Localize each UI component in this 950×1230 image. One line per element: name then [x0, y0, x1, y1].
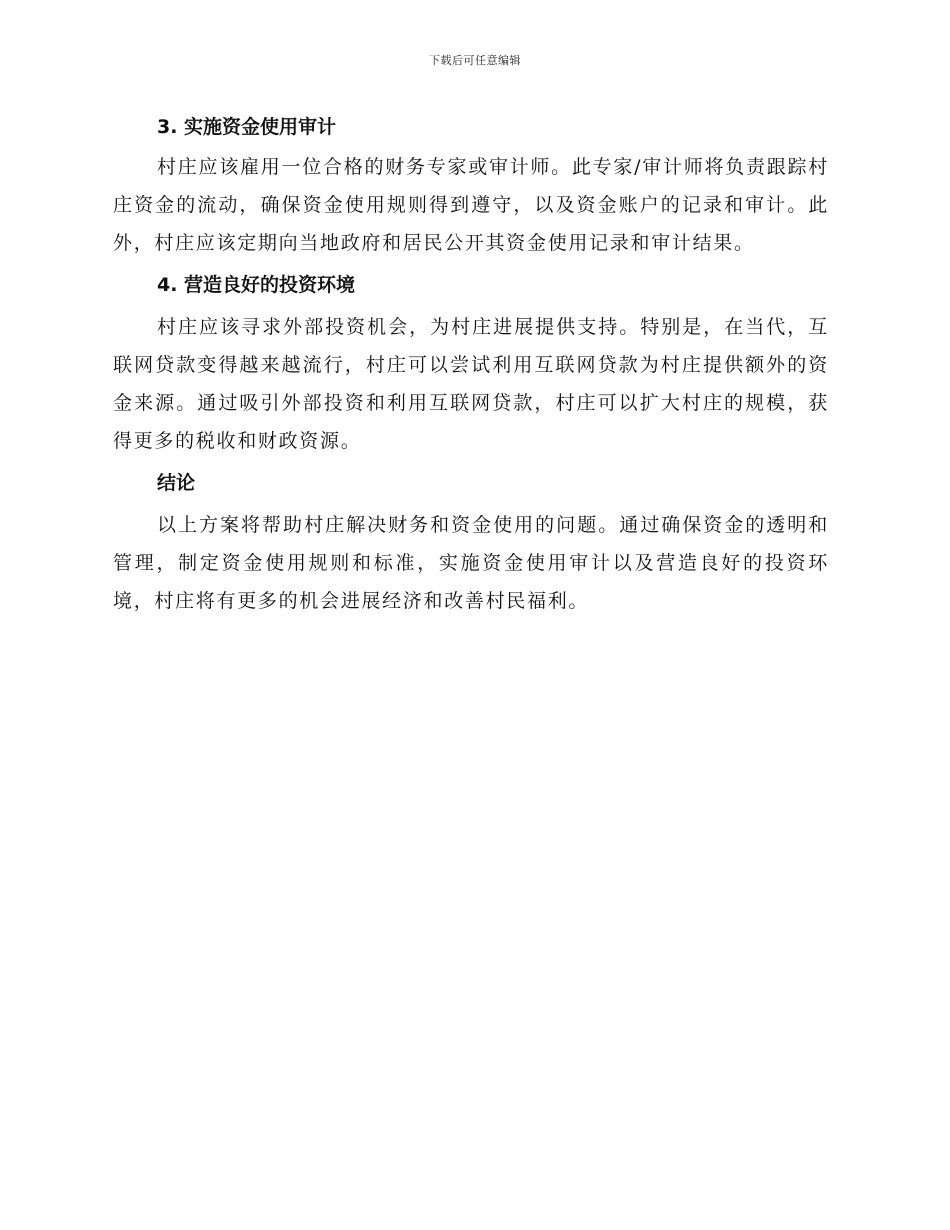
section-conclusion: [113, 468, 829, 620]
section-heading: 4. 营造良好的投资环境: [157, 274, 356, 296]
section-investment: [113, 270, 829, 460]
section-paragraph: 村庄应该雇用一位合格的财务专家或审计师。此专家/审计师将负责跟踪村庄资金的流动，确保资金使用规则得到遵守，以及资金账户的记录和审计。此外，村庄应该定期向当地政府和居民公开其资金使用记录和审计结果。: [113, 156, 829, 254]
document-body: [113, 112, 829, 628]
section-audit: [113, 112, 829, 262]
section-paragraph: 村庄应该寻求外部投资机会，为村庄进展提供支持。特别是，在当代，互联网贷款变得越来越流行，村庄可以尝试利用互联网贷款为村庄提供额外的资金来源。通过吸引外部投资和利用互联网贷款，村庄可以扩大村庄的规模，获得更多的税收和财政资源。: [113, 316, 829, 452]
section-heading: 3. 实施资金使用审计: [157, 116, 337, 138]
section-heading: 结论: [157, 472, 196, 494]
section-paragraph: 以上方案将帮助村庄解决财务和资金使用的问题。通过确保资金的透明和管理，制定资金使用规则和标准，实施资金使用审计以及营造良好的投资环境，村庄将有更多的机会进展经济和改善村民福利。: [113, 514, 829, 612]
page-header: 下载后可任意编辑: [429, 54, 521, 67]
